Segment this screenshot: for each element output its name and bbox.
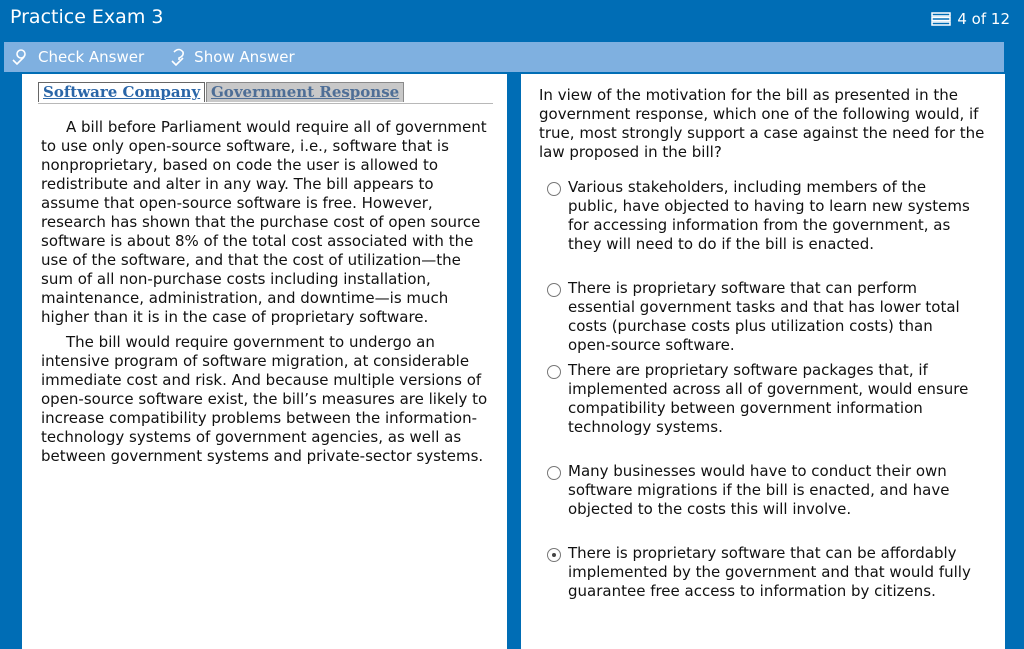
passage-paragraph: A bill before Parliament would require all of government to use only open-source software, i.e., software that is nonproprietary, based on code the user is allowed to redistribute and alter in any way. The bill appears to assume that open-source software is free. However, research has shown that the purchase cost of open source software is about 8% of the total cost associated with the use of the software, and that the cost of utilization—the sum of all non-purchase costs including installation, maintenance, administration, and downtime—is much higher than it is in the case of proprietary software. — [41, 118, 487, 326]
show-answer-label: Show Answer — [194, 48, 295, 66]
choice-text: There is proprietary software that can perform essential government tasks and that has lower total costs (purchase costs plus utilization costs) than open-source software. — [568, 279, 960, 354]
radio-button[interactable] — [547, 283, 561, 297]
answer-choice-e[interactable] — [547, 544, 977, 601]
answer-choice-a[interactable] — [547, 178, 977, 254]
tab-software-company[interactable]: Software Company — [38, 82, 205, 102]
title-bar — [0, 0, 1024, 40]
tab-government-response[interactable]: Government Response — [206, 82, 404, 102]
question-counter-text: 4 of 12 — [957, 10, 1010, 28]
answer-choice-c[interactable] — [547, 361, 977, 437]
toolbar — [4, 42, 1004, 72]
answer-choice-d[interactable] — [547, 462, 977, 519]
radio-button[interactable] — [547, 466, 561, 480]
question-list-icon[interactable] — [931, 12, 951, 26]
radio-button[interactable] — [547, 548, 561, 562]
show-answer-button[interactable] — [170, 48, 295, 66]
passage-panel — [22, 74, 507, 649]
question-stem: In view of the motivation for the bill as presented in the government response, which one of the following would, if true, most strongly support a case against the need for the law proposed in the bill? — [539, 86, 985, 161]
choice-text: Various stakeholders, including members of the public, have objected to having to learn new systems for accessing information from the government, as they will need to do if the bill is enacted. — [568, 178, 970, 253]
question-counter — [931, 10, 1010, 28]
check-answer-label: Check Answer — [38, 48, 145, 66]
question-panel — [521, 74, 1005, 649]
passage-tabs — [38, 82, 493, 104]
show-answer-icon — [170, 48, 188, 66]
check-answer-button[interactable] — [12, 48, 144, 66]
check-answer-icon — [12, 48, 32, 66]
passage-text — [41, 118, 491, 472]
choice-text: There are proprietary software packages that, if implemented across all of government, would ensure compatibility between government information technology systems. — [568, 361, 969, 436]
answer-choice-b[interactable] — [547, 279, 977, 355]
passage-paragraph: The bill would require government to undergo an intensive program of software migration, at considerable immediate cost and risk. And because multiple versions of open-source software exist, the bill’s measures are likely to increase compatibility problems between the information-technology systems of government agencies, as well as between government systems and private-sector systems. — [41, 333, 488, 465]
choice-text: Many businesses would have to conduct their own software migrations if the bill is enacted, and have objected to the costs this will involve. — [568, 462, 950, 518]
radio-button[interactable] — [547, 182, 561, 196]
exam-title: Practice Exam 3 — [10, 6, 164, 28]
choice-text: There is proprietary software that can be affordably implemented by the government and that would fully guarantee free access to information by citizens. — [568, 544, 971, 600]
radio-button[interactable] — [547, 365, 561, 379]
